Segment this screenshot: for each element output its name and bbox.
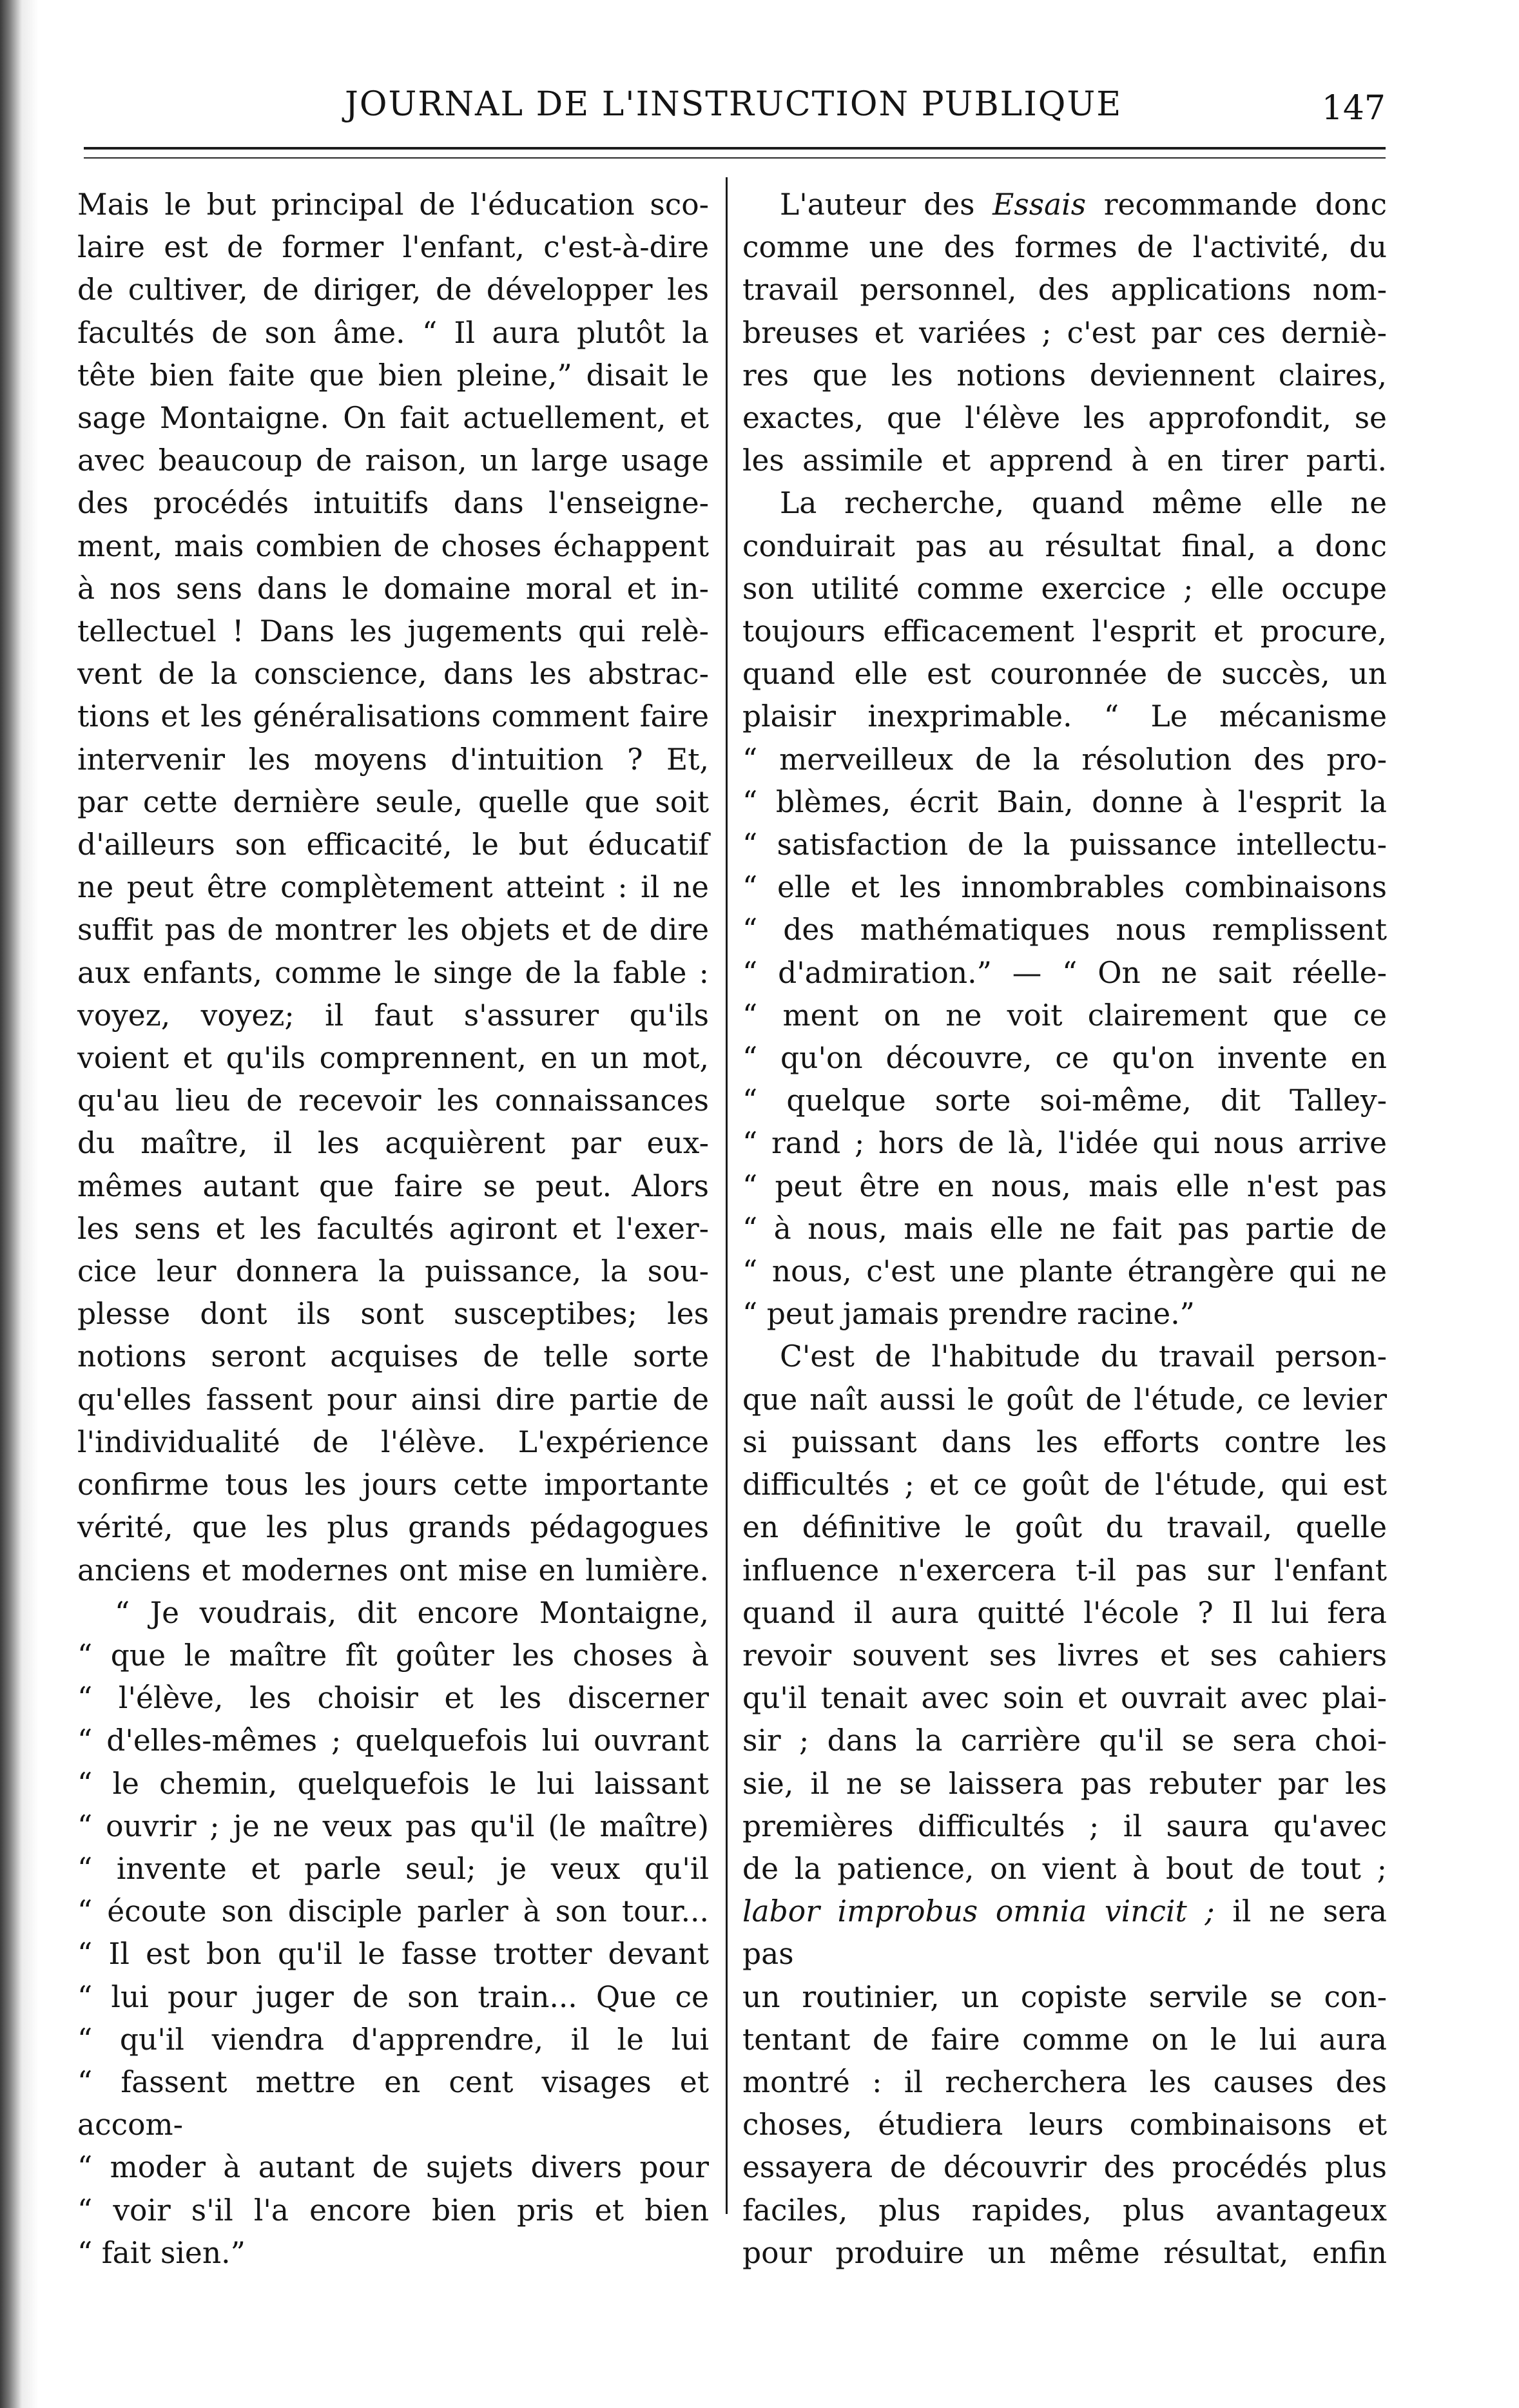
text-line: “ quelque sorte soi-même, dit Talley- <box>742 1083 1387 1118</box>
text-line: par cette dernière seule, quelle que soit <box>77 784 709 819</box>
text-line: vent de la conscience, dans les abstrac- <box>77 657 709 692</box>
text-line: ne peut être complètement atteint : il ne <box>77 870 709 905</box>
text-line: quand il aura quitté l'école ? Il lui fera <box>742 1595 1387 1630</box>
text-line: tions et les généralisations comment faire <box>77 699 709 734</box>
text-line: “ Il est bon qu'il le fasse trotter devant <box>77 1937 709 1972</box>
text-line: “ peut être en nous, mais elle n'est pas <box>742 1169 1387 1203</box>
text-line: “ l'élève, les choisir et les discerner <box>77 1681 709 1716</box>
text-line: influence n'exercera t-il pas sur l'enfant <box>742 1553 1387 1588</box>
journal-title: JOURNAL DE L'INSTRUCTION PUBLIQUE <box>345 85 1123 124</box>
running-header <box>84 71 1386 148</box>
text-line: l'individualité de l'élève. L'expérience <box>77 1424 709 1459</box>
text-line: “ ouvrir ; je ne veux pas qu'il (le maître) <box>77 1809 709 1843</box>
text-line: intervenir les moyens d'intuition ? Et, <box>77 742 709 777</box>
text-line: notions seront acquises de telle sorte <box>77 1339 709 1374</box>
left-column <box>77 184 709 2275</box>
header-rule-thin <box>84 157 1386 159</box>
text-line: si puissant dans les efforts contre les <box>742 1424 1387 1459</box>
text-line: à nos sens dans le domaine moral et in- <box>77 571 709 606</box>
text-line: un routinier, un copiste servile se con- <box>742 1979 1387 2014</box>
text-line: de la patience, on vient à bout de tout ; <box>742 1851 1387 1886</box>
text-line: montré : il recherchera les causes des <box>742 2064 1387 2099</box>
text-line: pour produire un même résultat, enfin <box>742 2235 1387 2270</box>
text-line: difficultés ; et ce goût de l'étude, qui est <box>742 1468 1387 1502</box>
text-line: “ d'admiration.” — “ On ne sait réelle- <box>742 955 1387 990</box>
text-line: qu'au lieu de recevoir les connaissances <box>77 1083 709 1118</box>
text-line: que naît aussi le goût de l'étude, ce levier <box>742 1382 1387 1417</box>
text-line: “ elle et les innombrables combinaisons <box>742 870 1387 905</box>
text-line: “ le chemin, quelquefois le lui laissant <box>77 1766 709 1801</box>
text-line: breuses et variées ; c'est par ces derniè- <box>742 315 1387 350</box>
text-line: qu'il tenait avec soin et ouvrait avec plai- <box>742 1681 1387 1716</box>
text-line-essais <box>742 184 1387 226</box>
text-line: “ Je voudrais, dit encore Montaigne, <box>115 1595 709 1630</box>
text-line: revoir souvent ses livres et ses cahiers <box>742 1638 1387 1673</box>
text-line: sie, il ne se laissera pas rebuter par les <box>742 1766 1387 1801</box>
text-line: confirme tous les jours cette importante <box>77 1468 709 1502</box>
text-line: comme une des formes de l'activité, du <box>742 230 1387 265</box>
text-line: “ lui pour juger de son train... Que ce <box>77 1979 709 2014</box>
text-line: “ nous, c'est une plante étrangère qui ne <box>742 1254 1387 1289</box>
text-line: sage Montaigne. On fait actuellement, et <box>77 401 709 436</box>
text-fragment: L'auteur des <box>780 188 993 222</box>
text-line: voyez, voyez; il faut s'assurer qu'ils <box>77 998 709 1033</box>
text-line: La recherche, quand même elle ne <box>780 486 1387 521</box>
text-line: les assimile et apprend à en tirer parti. <box>742 443 1387 478</box>
text-line: son utilité comme exercice ; elle occupe <box>742 571 1387 606</box>
text-line: “ invente et parle seul; je veux qu'il <box>77 1851 709 1886</box>
text-line: “ que le maître fît goûter les choses à <box>77 1638 709 1673</box>
text-line: “ rand ; hors de là, l'idée qui nous arrive <box>742 1126 1387 1161</box>
text-line: des procédés intuitifs dans l'enseigne- <box>77 486 709 521</box>
text-line: Mais le but principal de l'éducation sco- <box>77 188 709 222</box>
text-fragment: recommande donc <box>1086 188 1388 222</box>
text-line: “ qu'il viendra d'apprendre, il le lui <box>77 2022 709 2057</box>
latin-quote: labor improbus omnia vincit ; <box>742 1894 1215 1929</box>
text-line: “ à nous, mais elle ne fait pas partie de <box>742 1211 1387 1246</box>
text-line: en définitive le goût du travail, quelle <box>742 1510 1387 1545</box>
text-line: “ fait sien.” <box>77 2235 246 2270</box>
text-line: quand elle est couronnée de succès, un <box>742 657 1387 692</box>
text-line: “ fassent mettre en cent visages et accom- <box>77 2064 709 2142</box>
text-line: mêmes autant que faire se peut. Alors <box>77 1169 709 1203</box>
column-divider <box>726 177 728 2214</box>
text-line: conduirait pas au résultat final, a donc <box>742 529 1387 563</box>
text-line: qu'elles fassent pour ainsi dire partie de <box>77 1382 709 1417</box>
text-line: “ qu'on découvre, ce qu'on invente en <box>742 1041 1387 1076</box>
text-line: “ des mathématiques nous remplissent <box>742 913 1387 947</box>
text-line: faciles, plus rapides, plus avantageux <box>742 2193 1387 2228</box>
text-line: “ moder à autant de sujets divers pour <box>77 2150 709 2185</box>
text-line: les sens et les facultés agiront et l'exer- <box>77 1211 709 1246</box>
header-rule <box>84 147 1386 150</box>
text-line: “ blèmes, écrit Bain, donne à l'esprit la <box>742 784 1387 819</box>
text-line: du maître, il les acquièrent par eux- <box>77 1126 709 1161</box>
text-line: voient et qu'ils comprennent, en un mot, <box>77 1041 709 1076</box>
text-line: “ peut jamais prendre racine.” <box>742 1297 1195 1332</box>
text-line: plesse dont ils sont susceptibes; les <box>77 1297 709 1332</box>
text-line: tentant de faire comme on le lui aura <box>742 2022 1387 2057</box>
right-column <box>742 184 1387 2275</box>
text-line: de cultiver, de diriger, de développer les <box>77 273 709 307</box>
text-line: “ écoute son disciple parler à son tour... <box>77 1894 709 1929</box>
text-line: res que les notions deviennent claires, <box>742 358 1387 393</box>
text-line: “ merveilleux de la résolution des pro- <box>742 742 1387 777</box>
text-line: “ satisfaction de la puissance intellectu- <box>742 828 1387 862</box>
text-line: choses, étudiera leurs combinaisons et <box>742 2108 1387 2142</box>
text-line: premières difficultés ; il saura qu'avec <box>742 1809 1387 1843</box>
text-line: travail personnel, des applications nom- <box>742 273 1387 307</box>
text-line: tellectuel ! Dans les jugements qui relè- <box>77 614 709 649</box>
text-line: “ ment on ne voit clairement que ce <box>742 998 1387 1033</box>
text-line: C'est de l'habitude du travail person- <box>780 1339 1387 1374</box>
text-line: avec beaucoup de raison, un large usage <box>77 443 709 478</box>
text-line: plaisir inexprimable. “ Le mécanisme <box>742 699 1387 734</box>
text-line: vérité, que les plus grands pédagogues <box>77 1510 709 1545</box>
text-fragment: il ne sera pas <box>742 1894 1387 1972</box>
scan-edge-shadow <box>0 0 39 2408</box>
text-line-latin <box>742 1890 1387 1976</box>
text-line: cice leur donnera la puissance, la sou- <box>77 1254 709 1289</box>
text-line: essayera de découvrir des procédés plus <box>742 2150 1387 2185</box>
text-line: sir ; dans la carrière qu'il se sera choi- <box>742 1723 1387 1758</box>
text-line: “ voir s'il l'a encore bien pris et bien <box>77 2193 709 2228</box>
text-line: laire est de former l'enfant, c'est-à-dire <box>77 230 709 265</box>
text-line: anciens et modernes ont mise en lumière. <box>77 1553 709 1588</box>
text-line: ment, mais combien de choses échappent <box>77 529 709 563</box>
text-line: aux enfants, comme le singe de la fable : <box>77 955 709 990</box>
page-number: 147 <box>1321 89 1386 128</box>
text-line: suffit pas de montrer les objets et de dire <box>77 913 709 947</box>
text-line: toujours efficacement l'esprit et procure, <box>742 614 1387 649</box>
text-line: “ d'elles-mêmes ; quelquefois lui ouvrant <box>77 1723 709 1758</box>
text-line: tête bien faite que bien pleine,” disait le <box>77 358 709 393</box>
text-line: facultés de son âme. “ Il aura plutôt la <box>77 315 709 350</box>
text-line: exactes, que l'élève les approfondit, se <box>742 401 1387 436</box>
text-line: d'ailleurs son efficacité, le but éducatif <box>77 828 709 862</box>
book-title-essais: Essais <box>992 188 1087 222</box>
